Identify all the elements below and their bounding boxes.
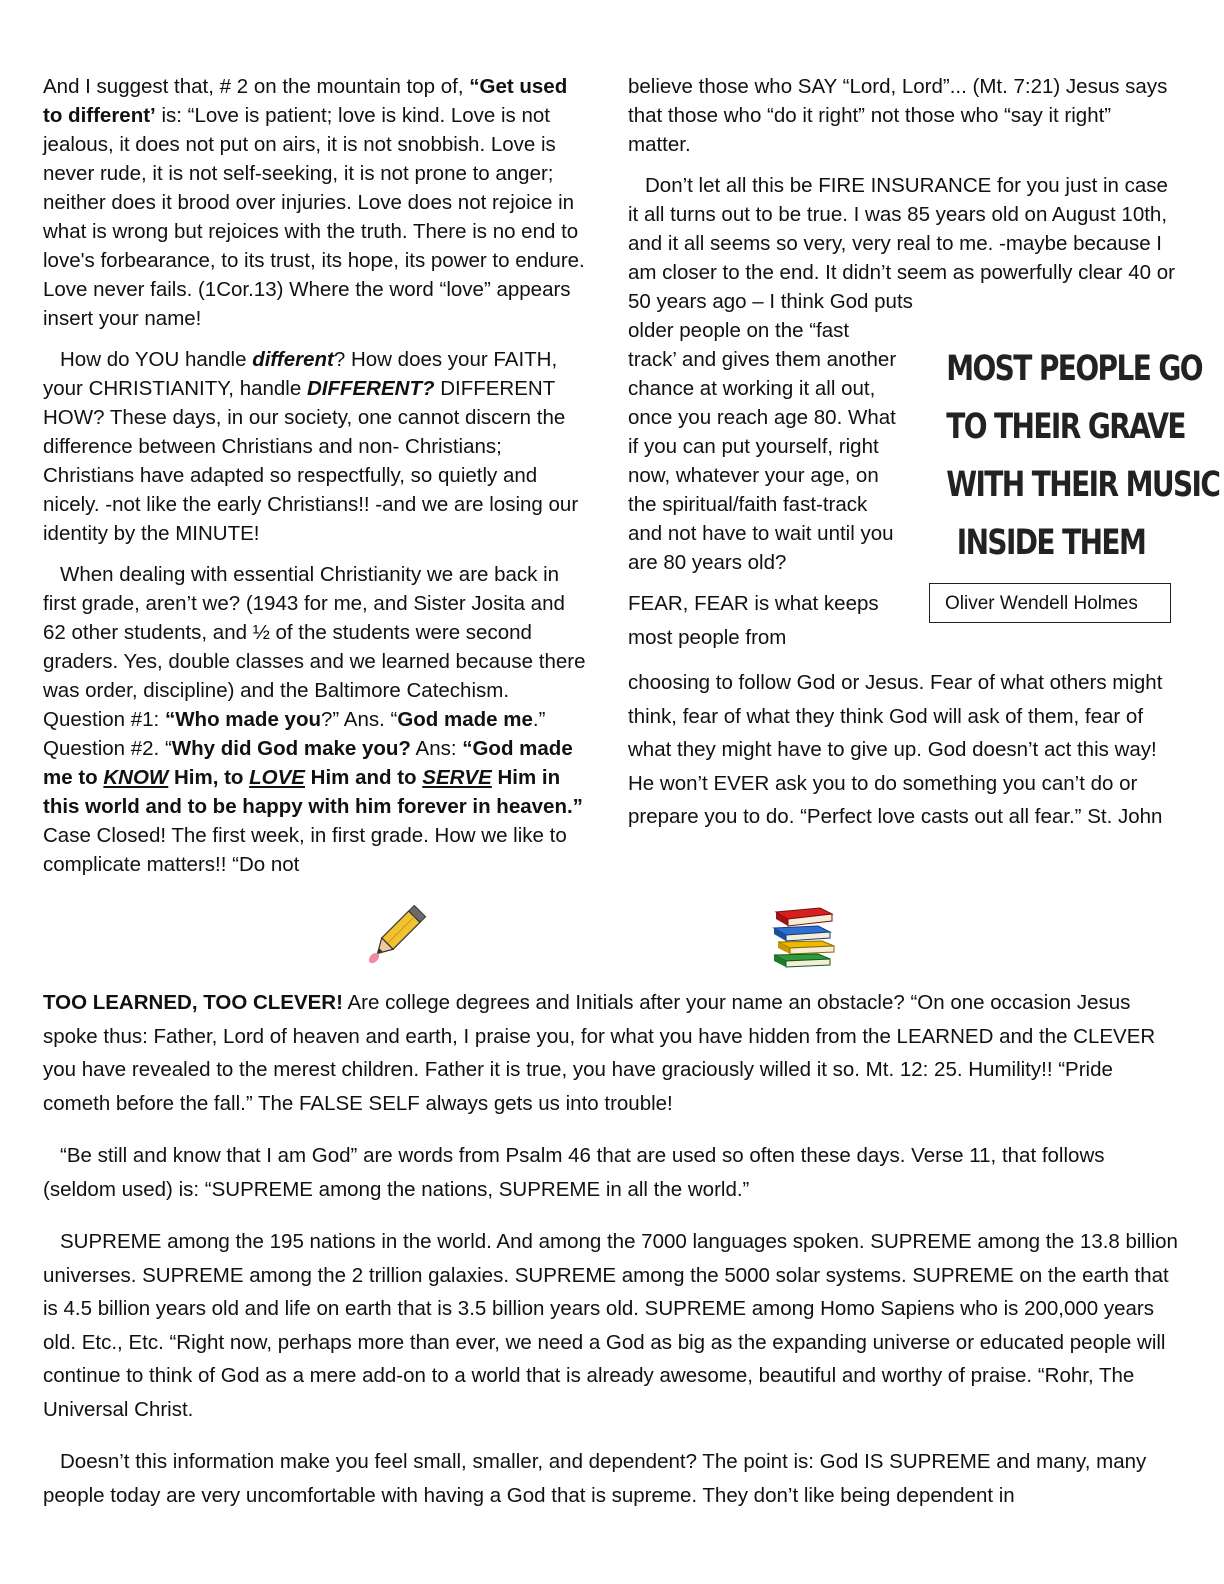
quote-line: TO THEIR GRAVE [946, 407, 1185, 447]
text-run: Case Closed! The first week, in first grade. How we like to complicate matters!! “Do not [43, 824, 567, 876]
pull-quote [920, 340, 1220, 572]
bold-underline-run: SERVE [422, 766, 492, 789]
bold-run: “Who made you [164, 708, 321, 731]
quote-line: INSIDE THEM [956, 523, 1146, 563]
bold-run: God made me [397, 708, 533, 731]
bold-run: TOO LEARNED, TOO CLEVER! [43, 991, 343, 1014]
quote-author-box: Oliver Wendell Holmes [929, 583, 1171, 623]
paragraph-first-grade [43, 560, 591, 879]
text-run: When dealing with essential Christianity we are back in first grade, aren’t we? (1943 for me, and Sister Josita and 62 other students, and ½ of the students were second graders. Yes, double classes and we learned because there was order, discipline) and the Baltimore Catechism. Question #1: [43, 563, 586, 731]
bold-italic-run: different [252, 348, 334, 371]
bold-run: Him in this world and to be happy with him forever in heaven.” [43, 766, 583, 818]
pencil-icon [366, 900, 430, 966]
text-run: .” Question #2. “ [43, 708, 546, 760]
paragraph-lord-lord: believe those who SAY “Lord, Lord”... (Mt. 7:21) Jesus says that those who “do it right” not those who “say it right” matter. [628, 75, 1168, 156]
paragraph-handle-different [43, 345, 591, 548]
text-run: How do YOU handle [60, 348, 253, 371]
left-column [43, 72, 591, 891]
bold-run: Him, to [168, 766, 250, 789]
paragraph-supreme: SUPREME among the 195 nations in the world. And among the 7000 languages spoken. SUPREME among the 13.8 billion universes. SUPREME among the 2 trillion galaxies. SUPREME among the 5000 solar systems. SUPREME on the earth that is 4.5 billion years old and life on earth that is 3.5 billion years old. SUPREME among Homo Sapiens who is 200,000 years old. Etc., Etc. “Right now, perhaps more than ever, we need a God as big as the expanding universe or educated people will continue to think of God as a mere add-on to a world that is already awesome, beautiful and worthy of praise. “Rohr, The Universal Christ. [43, 1230, 1178, 1421]
paragraph-be-still: “Be still and know that I am God” are words from Psalm 46 that are used so often these days. Verse 11, that follows (seldom used) is: “SUPREME among the nations, SUPREME in all the world.” [43, 1144, 1105, 1201]
paragraph-dependent: Doesn’t this information make you feel small, smaller, and dependent? The point is: God IS SUPREME and many, many people today are very uncomfortable with having a God that is supreme. They don’t like being dependent in [43, 1450, 1147, 1507]
text-run: DIFFERENT HOW? These days, in our society, one cannot discern the difference between Christians and non- Christians; Christians have adapted so respectfully, so quietly and nicely. -not like the early Christians!! -and we are losing our identity by the MINUTE! [43, 377, 579, 545]
quote-line: WITH THEIR MUSIC [946, 465, 1220, 505]
paragraph-fear-start: FEAR, FEAR is what keeps most people from [628, 592, 879, 649]
text-run: And I suggest that, # 2 on the mountain top of, [43, 75, 470, 98]
paragraph-too-learned [43, 986, 1183, 1120]
paragraph-love-is-patient [43, 72, 591, 333]
text-run: ?” Ans. “ [321, 708, 398, 731]
bold-run: Him and to [304, 766, 423, 789]
bold-run: Why did God make you? [171, 737, 411, 760]
text-run: Are college degrees and Initials after your name an obstacle? “On one occasion Jesus spoke thus: Father, Lord of heaven and earth, I praise you, for what you have hidden from the LEARNED and the CLEVER you have revealed to the merest children. Father it is true, you have graciously willed it so. Mt. 12: 25. Humility!! “Pride cometh before the fall.” The FALSE SELF always gets us into trouble! [43, 991, 1156, 1115]
bottom-section [43, 986, 1183, 1531]
books-icon [770, 904, 838, 970]
pull-quote-text [946, 340, 1220, 572]
paragraph-fear: choosing to follow God or Jesus. Fear of what others might think, fear of what they think God will ask of them, fear of what they might have to give up. God doesn’t act this way! He won’t EVER ask you to do something you can’t do or prepare you to do. “Perfect love casts out all fear.” St. John [628, 671, 1163, 828]
quote-line: MOST PEOPLE GO [946, 349, 1202, 389]
bold-underline-run: KNOW [103, 766, 169, 789]
bold-run: “God made me to [43, 737, 573, 789]
text-run: Ans: [410, 737, 463, 760]
bold-underline-run: LOVE [249, 766, 305, 789]
text-run: is: “Love is patient; love is kind. Love is not jealous, it does not put on airs, it is not snobbish. Love is never rude, it is not self-seeking, it is not prone to anger; neither does it brood over injuries. Love does not rejoice in what is wrong but rejoices with the truth. There is no end to love's forbearance, to its trust, its hope, its power to endure. Love never fails. (1Cor.13) Where the word “love” appears insert your name! [43, 104, 585, 330]
paragraph-fast-track: older people on the “fast track’ and gives them another chance at working it all out, once you reach age 80. What if you can put yourself, right now, whatever your age, on the spiritual/faith fast-track and not have to wait until you are 80 years old? [628, 319, 897, 574]
bold-run: “Get used to different’ [43, 75, 568, 127]
paragraph-fire-insurance: Don’t let all this be FIRE INSURANCE for you just in case it all turns out to be true. I was 85 years old on August 10th, and it all seems so very, very real to me. -maybe because I am closer to the end. It didn’t seem as powerfully clear 40 or 50 years ago – I think God puts [628, 174, 1175, 313]
bold-italic-run: DIFFERENT? [306, 377, 435, 400]
text-run: ? How does your FAITH, your CHRISTIANITY, handle [43, 348, 558, 400]
